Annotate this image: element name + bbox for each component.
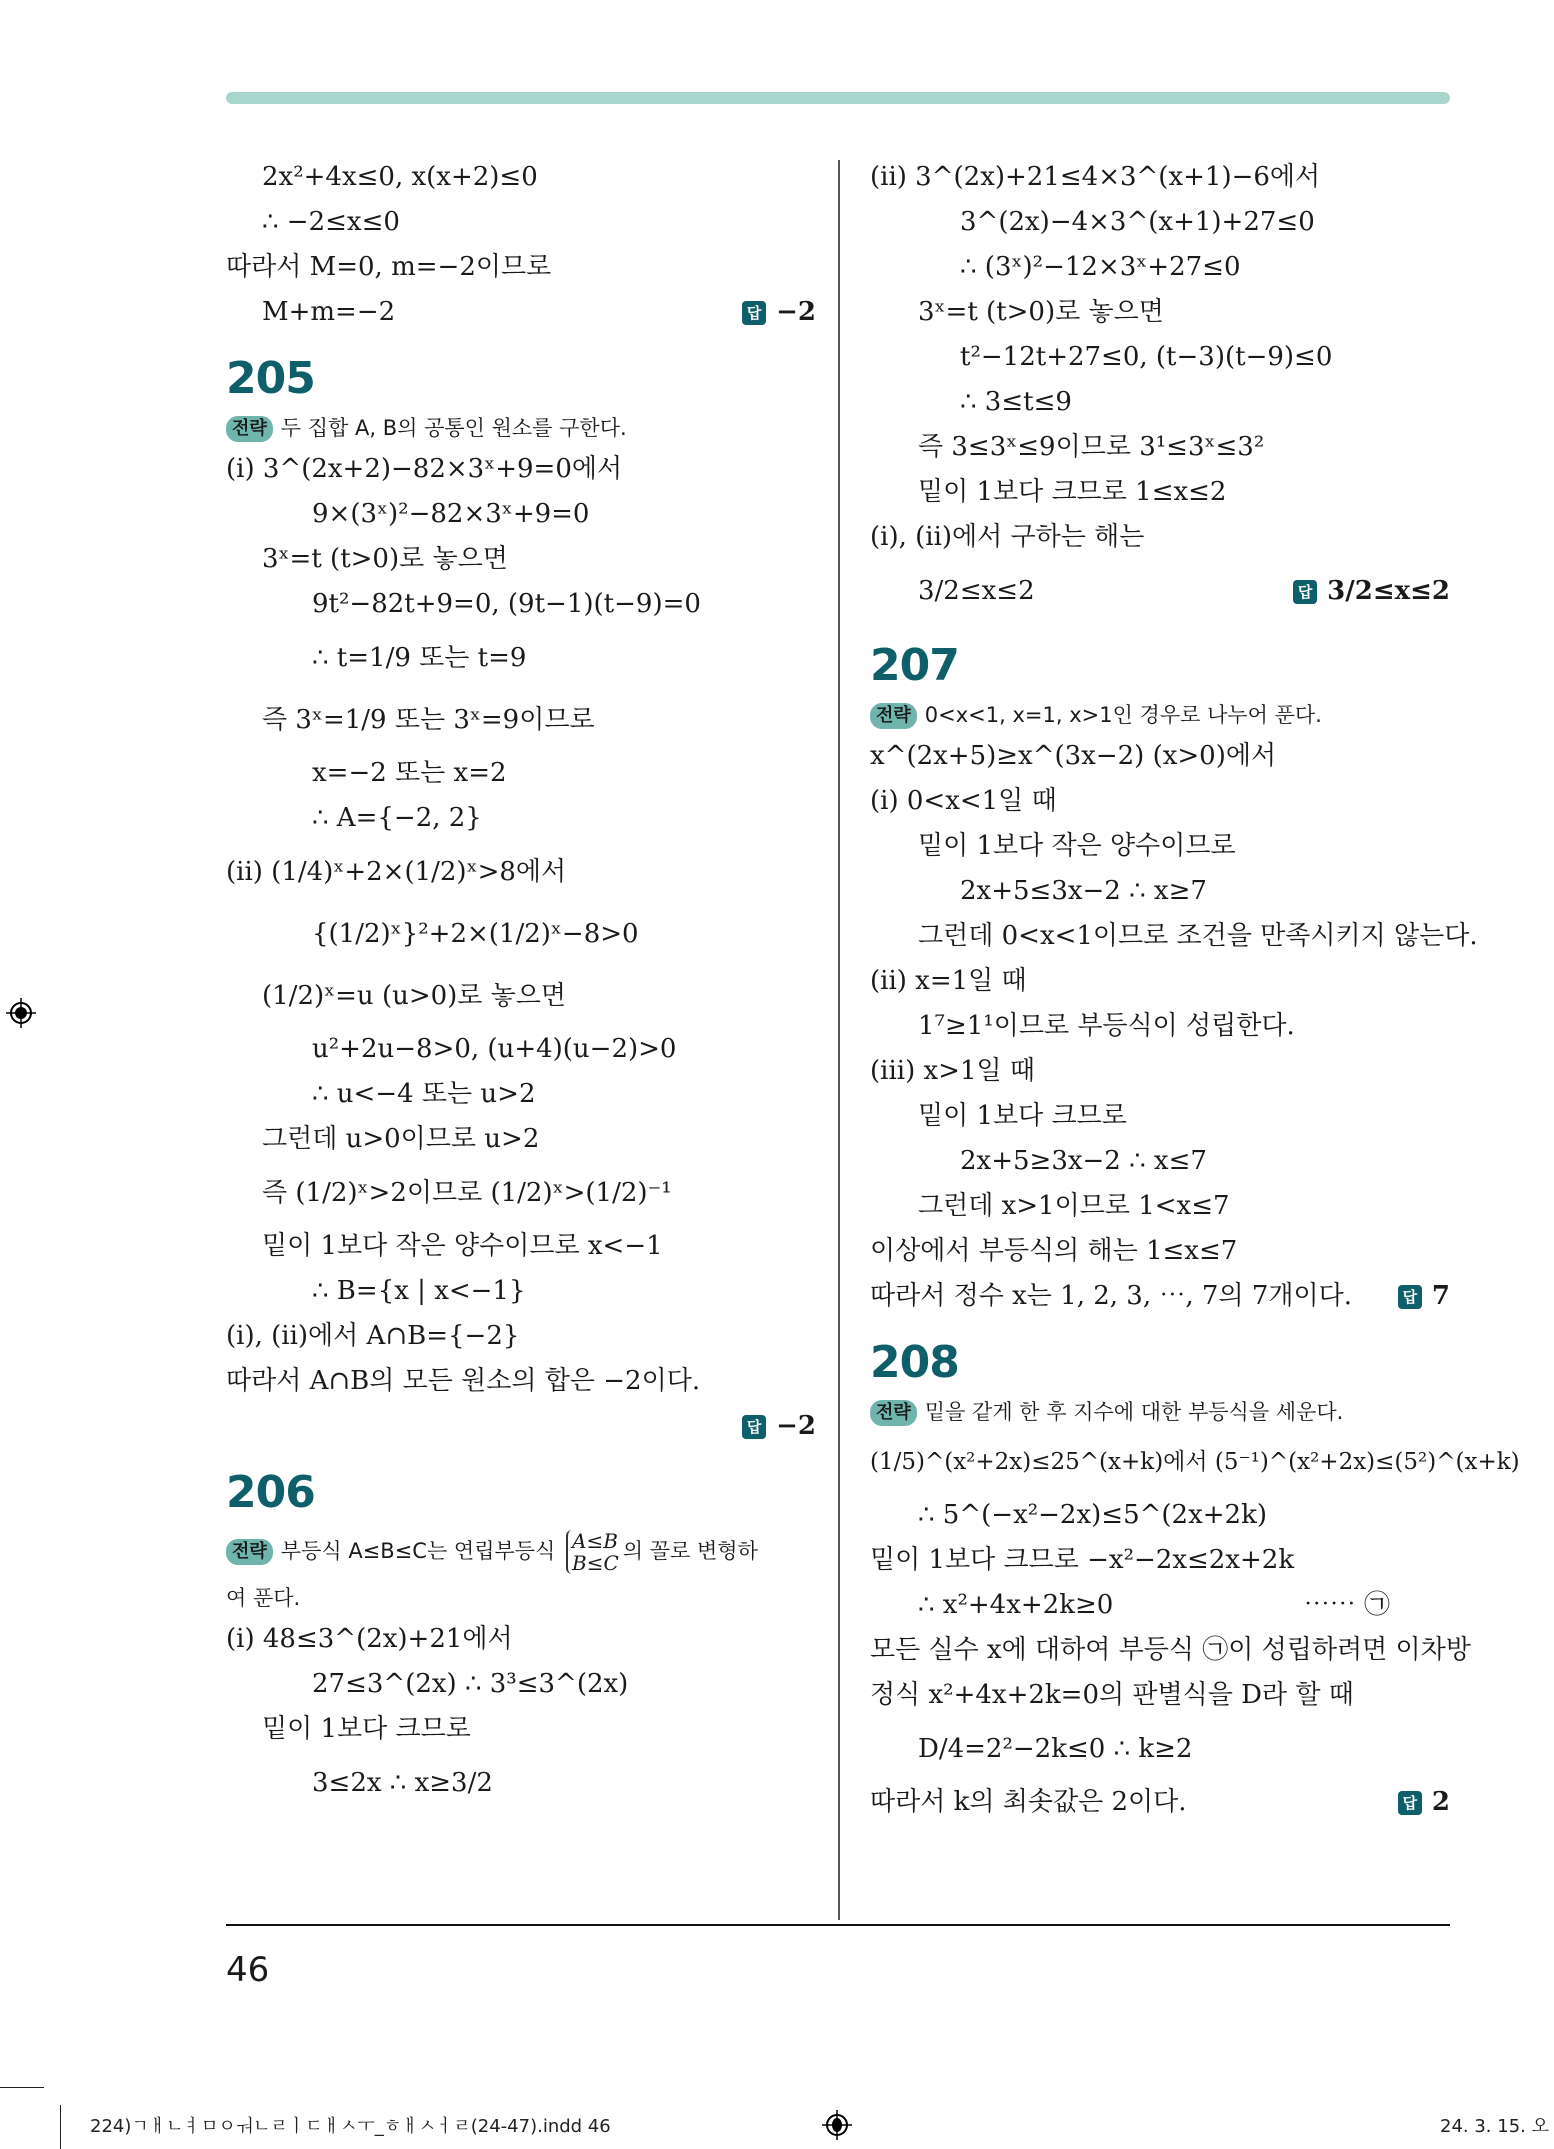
solution-line: 밑이 1보다 작은 양수이므로 x<−1	[262, 1231, 663, 1261]
solution-line: ∴ (3ˣ)²−12×3ˣ+27≤0	[960, 252, 1241, 282]
solution-line: 3^(2x)−4×3^(x+1)+27≤0	[960, 207, 1315, 237]
solution-line: t²−12t+27≤0, (t−3)(t−9)≤0	[960, 342, 1333, 372]
solution-line: 1⁷≥1¹이므로 부등식이 성립한다.	[918, 1011, 1295, 1041]
answer-line	[226, 1404, 816, 1449]
left-column	[226, 155, 816, 1814]
strategy-badge: 전략	[226, 1539, 273, 1565]
solution-line: 따라서 M=0, m=−2이므로	[226, 252, 552, 282]
solution-line: ∴ t=1/9 또는 t=9	[312, 643, 527, 673]
solution-text: 따라서 정수 x는 1, 2, 3, ⋯, 7의 7개이다.	[870, 1281, 1352, 1311]
solution-line: 이상에서 부등식의 해는 1≤x≤7	[870, 1236, 1238, 1266]
strategy-text: 밑을 같게 한 후 지수에 대한 부등식을 세운다.	[924, 1400, 1344, 1424]
solution-line: x=−2 또는 x=2	[312, 758, 507, 788]
solution-line: (1/5)^(x²+2x)≤25^(x+k)에서 (5⁻¹)^(x²+2x)≤(5²)^(x+k)	[870, 1449, 1520, 1475]
strategy-badge: 전략	[870, 1400, 917, 1426]
solution-line: 27≤3^(2x) ∴ 3³≤3^(2x)	[312, 1669, 629, 1699]
solution-text: 따라서 k의 최솟값은 2이다.	[870, 1787, 1187, 1817]
strategy-206	[226, 1523, 816, 1579]
solution-line: 3ˣ=t (t>0)로 놓으면	[262, 544, 508, 574]
solution-line	[226, 290, 816, 335]
answer-value: 3/2≤x≤2	[1327, 576, 1450, 606]
problem-number-207: 207	[870, 640, 959, 691]
strategy-206-cont: 여 푼다.	[226, 1586, 301, 1610]
solution-line: u²+2u−8>0, (u+4)(u−2)>0	[312, 1034, 677, 1064]
solution-line: 그런데 0<x<1이므로 조건을 만족시키지 않는다.	[918, 921, 1478, 951]
problem-number-208: 208	[870, 1337, 959, 1388]
solution-line: 그런데 x>1이므로 1<x≤7	[918, 1191, 1230, 1221]
solution-line: ∴ −2≤x≤0	[262, 207, 400, 237]
registration-mark-icon	[6, 998, 36, 1028]
answer	[1398, 1274, 1450, 1319]
solution-line: (i) 48≤3^(2x)+21에서	[226, 1624, 513, 1654]
solution-line: (i) 0<x<1일 때	[870, 786, 1057, 816]
file-slug: 224)ㄱㅐㄴㅕㅁㅇㅝㄴㄹㅣㄷㅐㅅㅜ_ㅎㅐㅅㅓㄹ(24-47).indd 46	[90, 2116, 611, 2137]
solution-line: ∴ 5^(−x²−2x)≤5^(2x+2k)	[918, 1500, 1267, 1530]
answer	[742, 1404, 816, 1449]
solution-text: 3/2≤x≤2	[918, 576, 1035, 606]
answer-badge-icon: 답	[1293, 580, 1317, 604]
answer-value: 2	[1431, 1787, 1450, 1817]
strategy-text: 0<x<1, x=1, x>1인 경우로 나누어 푼다.	[924, 703, 1322, 727]
problem-number-205: 205	[226, 353, 315, 404]
answer-value: −2	[776, 1411, 816, 1441]
solution-line: 즉 3≤3ˣ≤9이므로 3¹≤3ˣ≤3²	[918, 432, 1265, 462]
answer	[1398, 1780, 1450, 1825]
solution-line: (i) 3^(2x+2)−82×3ˣ+9=0에서	[226, 454, 623, 484]
answer-badge-icon: 답	[1398, 1791, 1422, 1815]
solution-line: 2x+5≥3x−2 ∴ x≤7	[960, 1146, 1207, 1176]
solution-line: (ii) (1/4)ˣ+2×(1/2)ˣ>8에서	[226, 857, 567, 887]
equation-marker: ⋯⋯ ㉠	[1303, 1590, 1390, 1620]
solution-line: (i), (ii)에서 A∩B={−2}	[226, 1321, 520, 1351]
column-divider	[838, 160, 840, 1920]
solution-line: 밑이 1보다 작은 양수이므로	[918, 831, 1236, 861]
footer-rule	[226, 1924, 1450, 1926]
solution-line	[870, 1780, 1450, 1825]
solution-line: 밑이 1보다 크므로 1≤x≤2	[918, 477, 1227, 507]
answer	[1293, 560, 1450, 622]
page-number: 46	[226, 1950, 270, 1990]
solution-line: (iii) x>1일 때	[870, 1056, 1035, 1086]
solution-line: (i), (ii)에서 구하는 해는	[870, 522, 1145, 552]
solution-line: 즉 (1/2)ˣ>2이므로 (1/2)ˣ>(1/2)⁻¹	[262, 1178, 672, 1208]
solution-line: 밑이 1보다 크므로	[262, 1714, 471, 1744]
solution-line	[870, 1583, 1450, 1628]
solution-line	[870, 1274, 1450, 1319]
solution-line: ∴ B={x | x<−1}	[312, 1276, 526, 1306]
solution-line: 2x²+4x≤0, x(x+2)≤0	[262, 162, 538, 192]
solution-line: D/4=2²−2k≤0 ∴ k≥2	[918, 1734, 1193, 1764]
solution-line: 9×(3ˣ)²−82×3ˣ+9=0	[312, 499, 590, 529]
strategy-207	[870, 696, 1450, 734]
solution-line: (1/2)ˣ=u (u>0)로 놓으면	[262, 981, 567, 1011]
strategy-208	[870, 1393, 1450, 1431]
solution-line: ∴ u<−4 또는 u>2	[312, 1079, 536, 1109]
strategy-text: 부등식 A≤B≤C는 연립부등식	[280, 1539, 556, 1563]
crop-mark	[60, 2105, 61, 2149]
print-date: 24. 3. 15. 오	[1440, 2116, 1549, 2137]
solution-line: 즉 3ˣ=1/9 또는 3ˣ=9이므로	[262, 705, 595, 735]
solution-line: 2x+5≤3x−2 ∴ x≥7	[960, 876, 1207, 906]
solution-line: 3ˣ=t (t>0)로 놓으면	[918, 297, 1164, 327]
solution-line: (ii) x=1일 때	[870, 966, 1027, 996]
solution-line: 모든 실수 x에 대하여 부등식 ㉠이 성립하려면 이차방	[870, 1635, 1471, 1665]
solution-line: ∴ A={−2, 2}	[312, 803, 482, 833]
strategy-205	[226, 409, 816, 447]
solution-line: (ii) 3^(2x)+21≤4×3^(x+1)−6에서	[870, 162, 1321, 192]
right-column	[870, 155, 1520, 1825]
answer-badge-icon: 답	[742, 301, 766, 325]
system-of-inequalities	[566, 1530, 619, 1574]
solution-line: {(1/2)ˣ}²+2×(1/2)ˣ−8>0	[312, 919, 639, 949]
crop-mark	[0, 2087, 44, 2088]
problem-number-206: 206	[226, 1467, 315, 1518]
solution-line: 밑이 1보다 크므로	[918, 1101, 1127, 1131]
solution-line: 따라서 A∩B의 모든 원소의 합은 −2이다.	[226, 1366, 701, 1396]
strategy-badge: 전략	[870, 703, 917, 729]
solution-line	[870, 560, 1450, 622]
strategy-text: 두 집합 A, B의 공통인 원소를 구한다.	[280, 416, 627, 440]
answer-badge-icon: 답	[742, 1415, 766, 1439]
answer-value: −2	[776, 297, 816, 327]
system-bottom: B≤C	[572, 1551, 619, 1575]
solution-text: M+m=−2	[262, 297, 396, 327]
solution-line: 밑이 1보다 크므로 −x²−2x≤2x+2k	[870, 1545, 1295, 1575]
strategy-badge: 전략	[226, 416, 273, 442]
registration-mark-icon	[822, 2110, 852, 2140]
solution-line: 3≤2x ∴ x≥3/2	[312, 1768, 493, 1798]
system-top: A≤B	[572, 1529, 618, 1553]
solution-line: 9t²−82t+9=0, (9t−1)(t−9)=0	[312, 589, 701, 619]
answer-badge-icon: 답	[1398, 1285, 1422, 1309]
solution-line: ∴ 3≤t≤9	[960, 387, 1072, 417]
strategy-text: 의 꼴로 변형하	[622, 1539, 758, 1563]
solution-line: 그런데 u>0이므로 u>2	[262, 1124, 540, 1154]
solution-line: 정식 x²+4x+2k=0의 판별식을 D라 할 때	[870, 1680, 1354, 1710]
solution-text: ∴ x²+4x+2k≥0	[918, 1590, 1114, 1620]
solution-line: x^(2x+5)≥x^(3x−2) (x>0)에서	[870, 741, 1277, 771]
answer	[742, 290, 816, 335]
answer-value: 7	[1431, 1281, 1450, 1311]
header-accent-bar	[226, 92, 1450, 104]
